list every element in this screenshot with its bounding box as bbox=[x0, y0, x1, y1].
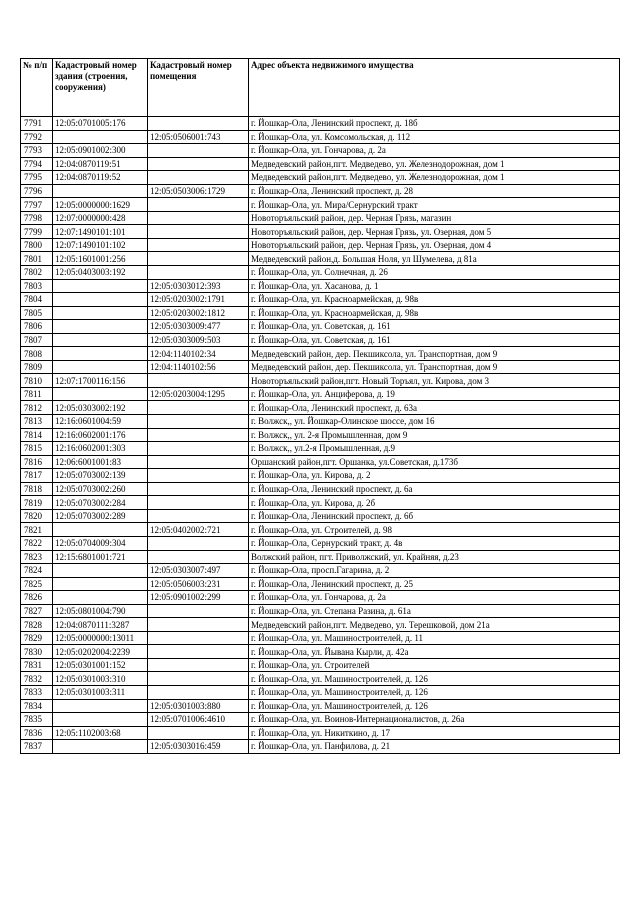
row-number-cell: 7822 bbox=[21, 536, 53, 550]
address-cell: г. Йошкар-Ола, ул. Кирова, д. 2 bbox=[249, 469, 620, 483]
row-number-cell: 7806 bbox=[21, 320, 53, 334]
table-row bbox=[21, 428, 620, 442]
room-cadastral-cell: 12:05:0303009:503 bbox=[148, 333, 249, 347]
row-number-cell: 7816 bbox=[21, 455, 53, 469]
address-cell: г. Йошкар-Ола, ул. Красноармейская, д. 98в bbox=[249, 306, 620, 320]
address-cell: г. Йошкар-Ола, ул. Кирова, д. 2б bbox=[249, 496, 620, 510]
address-cell: г. Йошкар-Ола, ул. Комсомольская, д. 112 bbox=[249, 130, 620, 144]
building-cadastral-cell bbox=[53, 320, 148, 334]
table-row bbox=[21, 577, 620, 591]
room-cadastral-cell: 12:05:0303012:393 bbox=[148, 279, 249, 293]
table-row bbox=[21, 740, 620, 754]
building-cadastral-cell: 12:04:0870111:3287 bbox=[53, 618, 148, 632]
table-row bbox=[21, 387, 620, 401]
room-cadastral-cell bbox=[148, 252, 249, 266]
table-row bbox=[21, 266, 620, 280]
row-number-cell: 7828 bbox=[21, 618, 53, 632]
building-cadastral-cell bbox=[53, 130, 148, 144]
building-cadastral-cell bbox=[53, 360, 148, 374]
building-cadastral-cell: 12:05:1102003:68 bbox=[53, 726, 148, 740]
address-cell: г. Волжск,, ул.2-я Промышленная, д.9 bbox=[249, 442, 620, 456]
address-cell: г. Йошкар-Ола, ул. Анциферова, д. 19 bbox=[249, 387, 620, 401]
room-cadastral-cell: 12:04:1140102:56 bbox=[148, 360, 249, 374]
room-cadastral-cell bbox=[148, 238, 249, 252]
table-row bbox=[21, 658, 620, 672]
row-number-cell: 7792 bbox=[21, 130, 53, 144]
room-cadastral-cell: 12:05:0701006:4610 bbox=[148, 713, 249, 727]
building-cadastral-cell: 12:07:0000000:428 bbox=[53, 211, 148, 225]
building-cadastral-cell: 12:05:0000000:13011 bbox=[53, 631, 148, 645]
row-number-cell: 7817 bbox=[21, 469, 53, 483]
table-row bbox=[21, 238, 620, 252]
building-cadastral-cell bbox=[53, 306, 148, 320]
row-number-cell: 7836 bbox=[21, 726, 53, 740]
building-cadastral-cell: 12:04:0870119:51 bbox=[53, 157, 148, 171]
room-cadastral-cell bbox=[148, 144, 249, 158]
address-cell: г. Йошкар-Ола, ул. Машиностроителей, д. 126 bbox=[249, 699, 620, 713]
address-cell: г. Йошкар-Ола, ул. Никиткино, д. 17 bbox=[249, 726, 620, 740]
table-row bbox=[21, 564, 620, 578]
room-cadastral-cell bbox=[148, 211, 249, 225]
table-row bbox=[21, 279, 620, 293]
building-cadastral-cell bbox=[53, 591, 148, 605]
building-cadastral-cell: 12:05:0000000:1629 bbox=[53, 198, 148, 212]
address-cell: г. Йошкар-Ола, ул. Советская, д. 161 bbox=[249, 320, 620, 334]
building-cadastral-cell bbox=[53, 523, 148, 537]
row-number-cell: 7815 bbox=[21, 442, 53, 456]
room-cadastral-cell: 12:05:0303016:459 bbox=[148, 740, 249, 754]
room-cadastral-cell: 12:05:0506003:231 bbox=[148, 577, 249, 591]
table-row bbox=[21, 509, 620, 523]
building-cadastral-cell: 12:07:1490101:102 bbox=[53, 238, 148, 252]
row-number-cell: 7800 bbox=[21, 238, 53, 252]
table-row bbox=[21, 523, 620, 537]
row-number-cell: 7833 bbox=[21, 685, 53, 699]
table-row bbox=[21, 496, 620, 510]
address-cell: г. Йошкар-Ола, Ленинский проспект, д. 25 bbox=[249, 577, 620, 591]
room-cadastral-cell bbox=[148, 509, 249, 523]
room-cadastral-cell: 12:05:0303009:477 bbox=[148, 320, 249, 334]
table-row bbox=[21, 225, 620, 239]
row-number-cell: 7821 bbox=[21, 523, 53, 537]
row-number-cell: 7825 bbox=[21, 577, 53, 591]
table-row bbox=[21, 374, 620, 388]
row-number-cell: 7801 bbox=[21, 252, 53, 266]
room-cadastral-cell: 12:05:0402002:721 bbox=[148, 523, 249, 537]
address-cell: г. Йошкар-Ола, ул. Красноармейская, д. 98в bbox=[249, 293, 620, 307]
row-number-cell: 7819 bbox=[21, 496, 53, 510]
building-cadastral-cell bbox=[53, 293, 148, 307]
room-cadastral-cell: 12:05:0203002:1791 bbox=[148, 293, 249, 307]
building-cadastral-cell: 12:05:0403003:192 bbox=[53, 266, 148, 280]
row-number-cell: 7831 bbox=[21, 658, 53, 672]
building-cadastral-cell: 12:07:1490101:101 bbox=[53, 225, 148, 239]
room-cadastral-cell bbox=[148, 645, 249, 659]
row-number-cell: 7823 bbox=[21, 550, 53, 564]
table-row bbox=[21, 618, 620, 632]
row-number-cell: 7829 bbox=[21, 631, 53, 645]
address-cell: г. Волжск,, ул. 2-я Промышленная, дом 9 bbox=[249, 428, 620, 442]
table-row bbox=[21, 198, 620, 212]
address-cell: г. Йошкар-Ола, ул. Машиностроителей, д. 126 bbox=[249, 672, 620, 686]
address-cell: Оршанский район,пгт. Оршанка, ул.Советская, д.173б bbox=[249, 455, 620, 469]
room-cadastral-cell: 12:05:0203004:1295 bbox=[148, 387, 249, 401]
register-table bbox=[20, 58, 620, 754]
address-cell: Медведевский район, дер. Пекшиксола, ул. Транспортная, дом 9 bbox=[249, 360, 620, 374]
address-cell: г. Йошкар-Ола, Ленинский проспект, д. 28 bbox=[249, 184, 620, 198]
address-cell: Медведевский район,пгт. Медведево, ул. Терешковой, дом 21а bbox=[249, 618, 620, 632]
building-cadastral-cell bbox=[53, 347, 148, 361]
table-row bbox=[21, 171, 620, 185]
room-cadastral-cell bbox=[148, 618, 249, 632]
row-number-cell: 7804 bbox=[21, 293, 53, 307]
building-cadastral-cell: 12:05:0704009:304 bbox=[53, 536, 148, 550]
building-cadastral-cell: 12:05:0301003:310 bbox=[53, 672, 148, 686]
row-number-cell: 7802 bbox=[21, 266, 53, 280]
room-cadastral-cell bbox=[148, 117, 249, 131]
row-number-cell: 7798 bbox=[21, 211, 53, 225]
table-row bbox=[21, 252, 620, 266]
row-number-cell: 7796 bbox=[21, 184, 53, 198]
address-cell: г. Йошкар-Ола, Ленинский проспект, д. 6б bbox=[249, 509, 620, 523]
building-cadastral-cell: 12:04:0870119:52 bbox=[53, 171, 148, 185]
room-cadastral-cell bbox=[148, 401, 249, 415]
table-row bbox=[21, 320, 620, 334]
building-cadastral-cell: 12:07:1700116:156 bbox=[53, 374, 148, 388]
table-body bbox=[21, 117, 620, 754]
building-cadastral-cell: 12:16:0601004:59 bbox=[53, 415, 148, 429]
table-row bbox=[21, 117, 620, 131]
room-cadastral-cell bbox=[148, 631, 249, 645]
address-cell: г. Йошкар-Ола, ул. Строителей bbox=[249, 658, 620, 672]
building-cadastral-cell bbox=[53, 577, 148, 591]
row-number-cell: 7805 bbox=[21, 306, 53, 320]
row-number-cell: 7813 bbox=[21, 415, 53, 429]
building-cadastral-cell: 12:05:0202004:2239 bbox=[53, 645, 148, 659]
row-number-cell: 7808 bbox=[21, 347, 53, 361]
row-number-cell: 7794 bbox=[21, 157, 53, 171]
address-cell: г. Йошкар-Ола, ул. Гончарова, д. 2а bbox=[249, 144, 620, 158]
building-cadastral-cell: 12:05:0301001:152 bbox=[53, 658, 148, 672]
address-cell: г. Йошкар-Ола, ул. Советская, д. 161 bbox=[249, 333, 620, 347]
table-row bbox=[21, 631, 620, 645]
row-number-cell: 7814 bbox=[21, 428, 53, 442]
table-row bbox=[21, 645, 620, 659]
address-cell: г. Йошкар-Ола, Ленинский проспект, д. 18б bbox=[249, 117, 620, 131]
building-cadastral-cell: 12:05:0901002:300 bbox=[53, 144, 148, 158]
address-cell: г. Йошкар-Ола, Ленинский проспект, д. 6а bbox=[249, 482, 620, 496]
room-cadastral-cell bbox=[148, 442, 249, 456]
header-building-cadastral: Кадастровый номер здания (строения, сооружения) bbox=[53, 59, 148, 117]
building-cadastral-cell bbox=[53, 740, 148, 754]
address-cell: г. Йошкар-Ола, ул. Йывана Кырли, д. 42а bbox=[249, 645, 620, 659]
building-cadastral-cell bbox=[53, 564, 148, 578]
address-cell: г. Йошкар-Ола, ул. Строителей, д. 98 bbox=[249, 523, 620, 537]
table-header bbox=[21, 59, 620, 117]
room-cadastral-cell bbox=[148, 496, 249, 510]
building-cadastral-cell: 12:05:0701005:176 bbox=[53, 117, 148, 131]
row-number-cell: 7832 bbox=[21, 672, 53, 686]
property-register-table bbox=[20, 58, 619, 754]
building-cadastral-cell bbox=[53, 184, 148, 198]
room-cadastral-cell bbox=[148, 455, 249, 469]
table-row bbox=[21, 184, 620, 198]
room-cadastral-cell bbox=[148, 225, 249, 239]
building-cadastral-cell: 12:05:0703002:289 bbox=[53, 509, 148, 523]
table-row bbox=[21, 211, 620, 225]
address-cell: г. Йошкар-Ола, ул. Мира/Сернурский тракт bbox=[249, 198, 620, 212]
row-number-cell: 7826 bbox=[21, 591, 53, 605]
room-cadastral-cell bbox=[148, 198, 249, 212]
table-row bbox=[21, 360, 620, 374]
row-number-cell: 7827 bbox=[21, 604, 53, 618]
room-cadastral-cell bbox=[148, 658, 249, 672]
table-row bbox=[21, 713, 620, 727]
table-row bbox=[21, 130, 620, 144]
building-cadastral-cell: 12:16:0602001:176 bbox=[53, 428, 148, 442]
table-row bbox=[21, 293, 620, 307]
table-row bbox=[21, 726, 620, 740]
address-cell: г. Йошкар-Ола, ул. Гончарова, д. 2а bbox=[249, 591, 620, 605]
row-number-cell: 7799 bbox=[21, 225, 53, 239]
table-row bbox=[21, 699, 620, 713]
address-cell: г. Йошкар-Ола, Сернурский тракт, д. 4в bbox=[249, 536, 620, 550]
address-cell: г. Йошкар-Ола, просп.Гагарина, д. 2 bbox=[249, 564, 620, 578]
address-cell: Волжский район, пгт. Приволжский, ул. Крайняя, д.23 bbox=[249, 550, 620, 564]
room-cadastral-cell bbox=[148, 550, 249, 564]
room-cadastral-cell: 12:04:1140102:34 bbox=[148, 347, 249, 361]
header-row bbox=[21, 59, 620, 117]
room-cadastral-cell bbox=[148, 482, 249, 496]
building-cadastral-cell: 12:05:0703002:284 bbox=[53, 496, 148, 510]
row-number-cell: 7793 bbox=[21, 144, 53, 158]
room-cadastral-cell bbox=[148, 469, 249, 483]
address-cell: г. Волжск,, ул. Йошкар-Олинское шоссе, дом 16 bbox=[249, 415, 620, 429]
building-cadastral-cell: 12:16:0602001:303 bbox=[53, 442, 148, 456]
address-cell: г. Йошкар-Ола, ул. Солнечная, д. 26 bbox=[249, 266, 620, 280]
room-cadastral-cell bbox=[148, 374, 249, 388]
building-cadastral-cell: 12:15:6801001:721 bbox=[53, 550, 148, 564]
header-address: Адрес объекта недвижимого имущества bbox=[249, 59, 620, 117]
address-cell: Медведевский район, дер. Пекшиксола, ул. Транспортная, дом 9 bbox=[249, 347, 620, 361]
address-cell: г. Йошкар-Ола, ул. Степана Разина, д. 61а bbox=[249, 604, 620, 618]
building-cadastral-cell bbox=[53, 333, 148, 347]
row-number-cell: 7809 bbox=[21, 360, 53, 374]
table-row bbox=[21, 333, 620, 347]
building-cadastral-cell: 12:05:0703002:139 bbox=[53, 469, 148, 483]
table-row bbox=[21, 550, 620, 564]
table-row bbox=[21, 482, 620, 496]
room-cadastral-cell: 12:05:0503006:1729 bbox=[148, 184, 249, 198]
room-cadastral-cell bbox=[148, 726, 249, 740]
room-cadastral-cell bbox=[148, 428, 249, 442]
room-cadastral-cell bbox=[148, 266, 249, 280]
room-cadastral-cell bbox=[148, 536, 249, 550]
address-cell: Новоторъяльский район, дер. Черная Грязь, магазин bbox=[249, 211, 620, 225]
building-cadastral-cell bbox=[53, 699, 148, 713]
room-cadastral-cell bbox=[148, 415, 249, 429]
table-row bbox=[21, 442, 620, 456]
table-row bbox=[21, 347, 620, 361]
building-cadastral-cell: 12:05:0303002:192 bbox=[53, 401, 148, 415]
building-cadastral-cell: 12:05:0301003:311 bbox=[53, 685, 148, 699]
address-cell: Медведевский район,д. Большая Ноля, ул Шумелева, д 81а bbox=[249, 252, 620, 266]
building-cadastral-cell bbox=[53, 387, 148, 401]
header-room-cadastral: Кадастровый номер помещения bbox=[148, 59, 249, 117]
building-cadastral-cell: 12:05:0703002:260 bbox=[53, 482, 148, 496]
address-cell: Медведевский район,пгт. Медведево, ул. Железнодорожная, дом 1 bbox=[249, 171, 620, 185]
table-row bbox=[21, 685, 620, 699]
building-cadastral-cell: 12:05:0801004:790 bbox=[53, 604, 148, 618]
building-cadastral-cell bbox=[53, 713, 148, 727]
row-number-cell: 7835 bbox=[21, 713, 53, 727]
table-row bbox=[21, 591, 620, 605]
table-row bbox=[21, 604, 620, 618]
address-cell: Медведевский район,пгт. Медведево, ул. Железнодорожная, дом 1 bbox=[249, 157, 620, 171]
row-number-cell: 7818 bbox=[21, 482, 53, 496]
table-row bbox=[21, 536, 620, 550]
row-number-cell: 7837 bbox=[21, 740, 53, 754]
table-row bbox=[21, 401, 620, 415]
room-cadastral-cell: 12:05:0303007:497 bbox=[148, 564, 249, 578]
table-row bbox=[21, 455, 620, 469]
room-cadastral-cell: 12:05:0901002:299 bbox=[148, 591, 249, 605]
address-cell: г. Йошкар-Ола, ул. Панфилова, д. 21 bbox=[249, 740, 620, 754]
row-number-cell: 7820 bbox=[21, 509, 53, 523]
room-cadastral-cell bbox=[148, 157, 249, 171]
room-cadastral-cell: 12:05:0203002:1812 bbox=[148, 306, 249, 320]
table-row bbox=[21, 144, 620, 158]
address-cell: г. Йошкар-Ола, Ленинский проспект, д. 63а bbox=[249, 401, 620, 415]
row-number-cell: 7834 bbox=[21, 699, 53, 713]
room-cadastral-cell bbox=[148, 685, 249, 699]
address-cell: Новоторъяльский район, дер. Черная Грязь, ул. Озерная, дом 4 bbox=[249, 238, 620, 252]
address-cell: Новоторъяльский район, дер. Черная Грязь, ул. Озерная, дом 5 bbox=[249, 225, 620, 239]
building-cadastral-cell: 12:05:1601001:256 bbox=[53, 252, 148, 266]
row-number-cell: 7791 bbox=[21, 117, 53, 131]
row-number-cell: 7803 bbox=[21, 279, 53, 293]
table-row bbox=[21, 415, 620, 429]
row-number-cell: 7812 bbox=[21, 401, 53, 415]
row-number-cell: 7810 bbox=[21, 374, 53, 388]
header-number: № п/п bbox=[21, 59, 53, 117]
row-number-cell: 7807 bbox=[21, 333, 53, 347]
table-row bbox=[21, 469, 620, 483]
table-row bbox=[21, 157, 620, 171]
room-cadastral-cell bbox=[148, 672, 249, 686]
row-number-cell: 7824 bbox=[21, 564, 53, 578]
building-cadastral-cell: 12:06:6001001:83 bbox=[53, 455, 148, 469]
table-row bbox=[21, 672, 620, 686]
address-cell: г. Йошкар-Ола, ул. Хасанова, д. 1 bbox=[249, 279, 620, 293]
room-cadastral-cell bbox=[148, 171, 249, 185]
room-cadastral-cell: 12:05:0301003:880 bbox=[148, 699, 249, 713]
address-cell: г. Йошкар-Ола, ул. Машиностроителей, д. 11 bbox=[249, 631, 620, 645]
row-number-cell: 7811 bbox=[21, 387, 53, 401]
room-cadastral-cell: 12:05:0506001:743 bbox=[148, 130, 249, 144]
room-cadastral-cell bbox=[148, 604, 249, 618]
row-number-cell: 7795 bbox=[21, 171, 53, 185]
table-row bbox=[21, 306, 620, 320]
row-number-cell: 7830 bbox=[21, 645, 53, 659]
address-cell: Новоторъяльский район,пгт. Новый Торъял, ул. Кирова, дом 3 bbox=[249, 374, 620, 388]
row-number-cell: 7797 bbox=[21, 198, 53, 212]
address-cell: г. Йошкар-Ола, ул. Воинов-Интернационалистов, д. 26а bbox=[249, 713, 620, 727]
building-cadastral-cell bbox=[53, 279, 148, 293]
address-cell: г. Йошкар-Ола, ул. Машиностроителей, д. 126 bbox=[249, 685, 620, 699]
